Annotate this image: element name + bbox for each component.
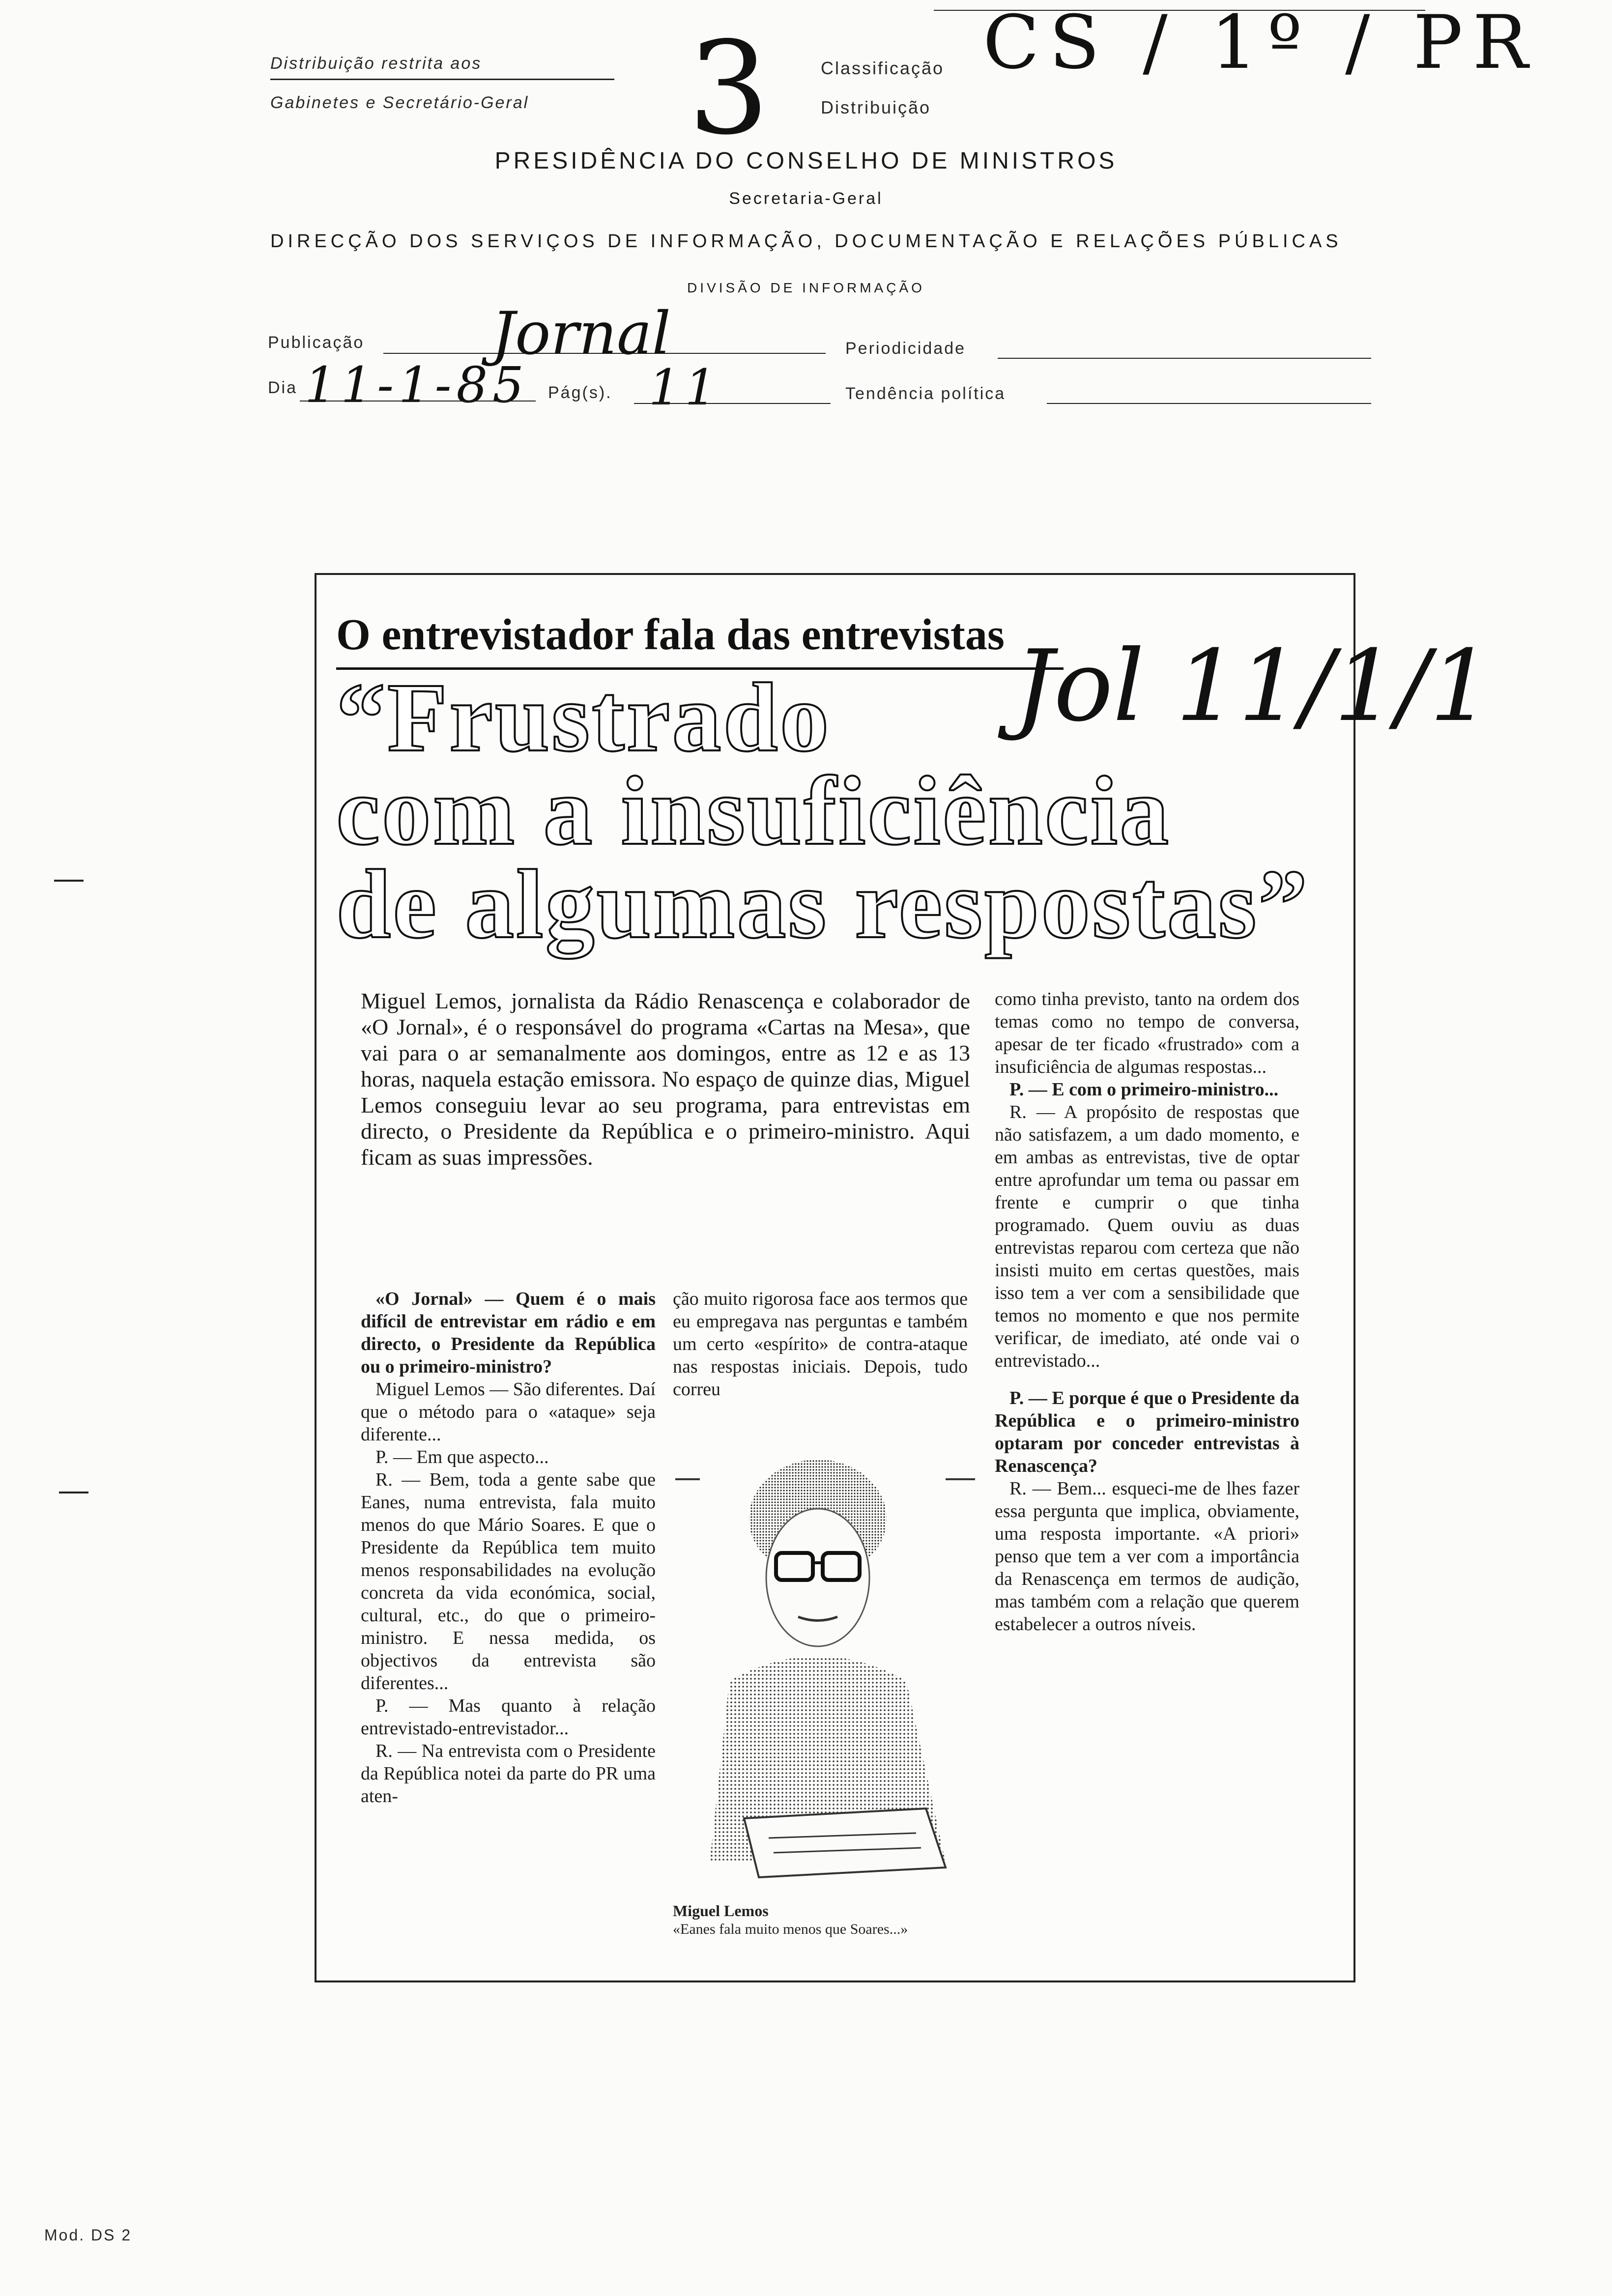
division-title: DIVISÃO DE INFORMAÇÃO: [687, 280, 925, 295]
answer-4: R. — A propósito de respostas que não satisfazem, a um dado momento, e em ambas as entrevistas, tive de optar entre aprofundar um tema ou passar em frente e cumprir o que tinha programado. Quem ouviu as duas entrevistas reparou com certeza que não insisti muito em certas questões, mais isso tem a ver com a sensibilidade que temos no momento e que nos permite verificar, de imediato, até onde vai o entrevistado...: [995, 1102, 1299, 1371]
handwritten-code: CS / 1º / PR: [983, 0, 1538, 86]
answer-3-end: como tinha previsto, tanto na ordem dos temas como no tempo de conversa, apesar de ter ficado «frustrado» com a insuficiência de algumas respostas...: [995, 989, 1299, 1077]
article-lead: Miguel Lemos, jornalista da Rádio Renascença e colaborador de «O Jornal», é o responsável do programa «Cartas na Mesa», que vai para o ar semanalmente aos domingos, entre as 12 e as 13 horas, naquela estação emissora. No espaço de quinze dias, Miguel Lemos conseguiu levar ao seu programa, para entrevistas em directo, o Presidente da República e o primeiro-ministro. Aqui ficam as suas impressões.: [361, 988, 970, 1170]
portrait-photo: [670, 1445, 985, 1936]
newspaper-clipping: [315, 573, 1492, 1982]
classification-label: Classificação: [821, 58, 945, 78]
publication-value: Jornal: [491, 300, 671, 368]
article-kicker: O entrevistador fala das entrevistas: [336, 610, 1005, 659]
question-4: P. — E com o primeiro-ministro...: [1009, 1079, 1279, 1100]
political-label: Tendência política: [845, 384, 1006, 403]
question-2: P. — Em que aspecto...: [375, 1447, 549, 1467]
distribution-line-2: Gabinetes e Secretário-Geral: [270, 93, 529, 112]
pages-label: Pág(s).: [548, 383, 612, 402]
distribution-line-1: Distribuição restrita aos: [270, 54, 482, 73]
day-value: 11-1-85: [305, 356, 529, 414]
column-2-text: ção muito rigorosa face aos termos que eu empregava nas perguntas e também um certo «espírito» de contra-ataque nas respostas iniciais. Depois, tudo correu: [673, 1289, 968, 1400]
institution-title: PRESIDÊNCIA DO CONSELHO DE MINISTROS: [494, 148, 1118, 174]
answer-2: R. — Bem, toda a gente sabe que Eanes, numa entrevista, fala muito menos do que Mário Soares. E que o Presidente da República tem muito menos responsabilidades na evolução concreta da vida económica, social, cultural, etc., do que o primeiro-ministro. E nessa medida, os objectivos da entrevista são diferentes...: [361, 1469, 656, 1693]
distribution-rule: [270, 79, 614, 80]
headline-line-2: com a insuficiência: [336, 757, 1171, 865]
article-column-2: [673, 1288, 968, 1401]
photo-caption-name: Miguel Lemos: [673, 1902, 769, 1920]
article-headline: [336, 663, 1310, 959]
publication-label: Publicação: [268, 333, 365, 352]
political-line: [1047, 403, 1371, 404]
margin-mark: [54, 880, 84, 882]
periodicity-label: Periodicidade: [845, 339, 966, 358]
answer-1: Miguel Lemos — São diferentes. Daí que o método para o «ataque» seja diferente...: [361, 1379, 656, 1445]
directorate-title: DIRECÇÃO DOS SERVIÇOS DE INFORMAÇÃO, DOCUMENTAÇÃO E RELAÇÕES PÚBLICAS: [270, 231, 1342, 252]
question-5: P. — E porque é que o Presidente da República e o primeiro-ministro optaram por conceder entrevistas à Renascença?: [995, 1388, 1299, 1476]
clipping-handwritten-note: Jol 11/1/1: [1014, 629, 1492, 744]
question-3: P. — Mas quanto à relação entrevistado-entrevistador...: [361, 1695, 656, 1739]
distribution-label: Distribuição: [821, 97, 931, 117]
article-column-1: [361, 1288, 656, 1808]
top-rule: [934, 10, 1425, 11]
article-column-3: [995, 988, 1299, 1636]
answer-5: R. — Bem... esqueci-me de lhes fazer essa pergunta que implica, obviamente, uma resposta importante. «A priori» penso que tem a ver com a importância da Renascença em termos de audição, mas também com a relação que querem estabelecer a outros níveis.: [995, 1478, 1299, 1635]
margin-mark: [59, 1492, 88, 1493]
periodicity-line: [998, 358, 1371, 359]
question-1: «O Jornal» — Quem é o mais difícil de entrevistar em rádio e em directo, o Presidente da República ou o primeiro-ministro?: [361, 1289, 656, 1377]
pages-line: [634, 403, 831, 404]
handwritten-number: 3: [688, 15, 770, 163]
day-label: Dia: [268, 378, 298, 397]
headline-line-1: “Frustrado: [336, 663, 831, 772]
pages-value: 11: [649, 359, 721, 416]
secretariat-title: Secretaria-Geral: [729, 189, 883, 208]
photo-caption: [673, 1902, 978, 1938]
headline-line-3: de algumas respostas”: [336, 850, 1310, 959]
photo-caption-quote: «Eanes fala muito menos que Soares...»: [673, 1921, 908, 1937]
day-line: [300, 401, 536, 402]
answer-3-start: R. — Na entrevista com o Presidente da República notei da parte do PR uma aten-: [361, 1741, 656, 1807]
form-code: Mod. DS 2: [44, 2226, 132, 2244]
